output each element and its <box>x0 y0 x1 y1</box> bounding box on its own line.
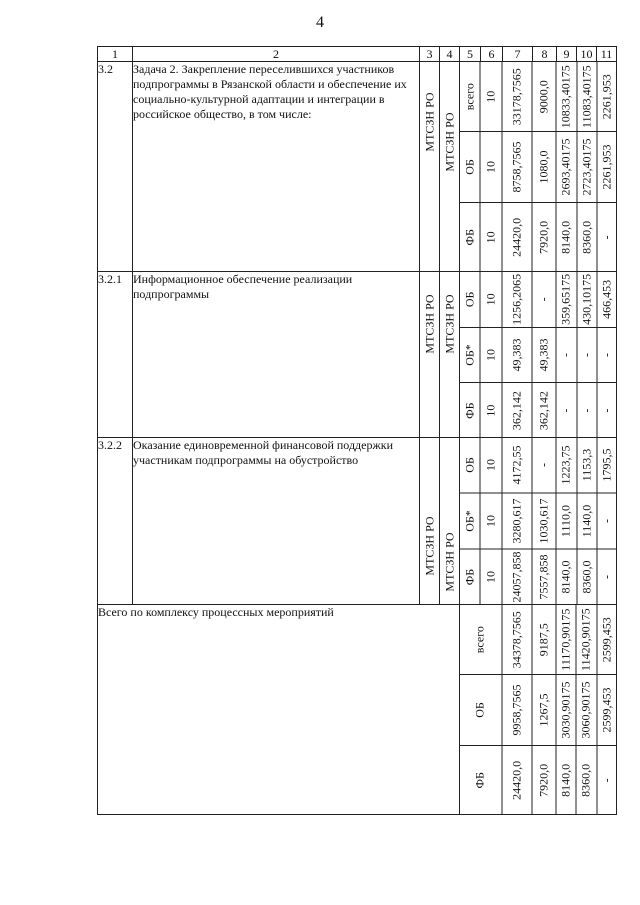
funding-code: 10 <box>481 62 503 131</box>
funding-source-label: всего <box>460 62 481 131</box>
executor-col4 <box>440 62 460 272</box>
funding-value: 9958,7565 <box>502 675 532 744</box>
funding-value: 1140,0 <box>577 494 597 549</box>
funding-value: 2693,40175 <box>557 132 577 201</box>
table-row <box>98 272 617 438</box>
funding-value: - <box>599 519 614 523</box>
funding-value: - <box>533 438 557 493</box>
funding-value: - <box>599 234 614 239</box>
executor-label: МТСЗН РО <box>422 516 436 576</box>
funding-code: 10 <box>481 132 503 201</box>
funding-source-label: ФБ <box>460 550 481 605</box>
funding-value: 362,142 <box>533 383 557 438</box>
executor-col4 <box>440 438 460 605</box>
page-number: 4 <box>316 14 324 31</box>
funding-value: 2599,453 <box>599 687 614 733</box>
executor-col3 <box>420 62 440 272</box>
funding-value: 7920,0 <box>533 202 557 271</box>
funding-value: 11083,40175 <box>577 62 597 131</box>
funding-value: - <box>577 327 597 382</box>
funding-value: 1223,75 <box>557 438 577 493</box>
funding-value: 8140,0 <box>557 550 577 605</box>
funding-source-label: ОБ <box>460 132 481 201</box>
funding-value: 33178,7565 <box>503 62 533 131</box>
funding-grid <box>460 438 617 605</box>
executor-label: МТСЗН РО <box>422 92 436 152</box>
executor-col3 <box>420 438 440 605</box>
funding-block <box>460 272 617 438</box>
funding-code: 10 <box>481 494 503 549</box>
funding-code: 10 <box>481 383 503 438</box>
funding-value: - <box>557 327 577 382</box>
funding-grid <box>460 605 617 815</box>
funding-column <box>460 132 617 202</box>
funding-column <box>460 745 617 814</box>
funding-grid <box>460 272 617 438</box>
funding-value: 8140,0 <box>556 745 576 814</box>
funding-column <box>460 494 617 550</box>
row-description: Оказание единовременной финансовой поддержки участникам подпрограммы на обустройство <box>133 438 420 605</box>
funding-value: 11420,90175 <box>577 605 597 674</box>
funding-source-label: ОБ <box>460 438 481 493</box>
funding-source-label: ФБ <box>460 202 481 271</box>
funding-value: 2261,953 <box>599 73 614 119</box>
funding-column <box>460 605 617 675</box>
funding-source-label: ОБ <box>460 675 503 744</box>
funding-source-label: ОБ <box>460 271 481 326</box>
col-header-8: 8 <box>533 47 557 62</box>
col-header-7: 7 <box>503 47 533 62</box>
funding-value: 1256,2065 <box>503 271 533 326</box>
executor-col3 <box>420 272 440 438</box>
funding-value: 8360,0 <box>577 745 597 814</box>
funding-value: 8758,7565 <box>503 132 533 201</box>
funding-value: 2723,40175 <box>577 132 597 201</box>
funding-column <box>460 62 617 132</box>
funding-value: 359,65175 <box>557 271 577 326</box>
funding-value: 1080,0 <box>533 132 557 201</box>
funding-value: 2261,953 <box>599 144 614 190</box>
funding-value: - <box>599 408 614 413</box>
col-header-6: 6 <box>481 47 503 62</box>
funding-value: 1267,5 <box>532 675 556 744</box>
funding-column <box>460 383 617 438</box>
funding-value: 1030,617 <box>533 494 557 549</box>
row-description: Задача 2. Закрепление переселившихся участников подпрограммы в Рязанской области и обеспечение их социально-культурной адаптации и интеграции в российское общество, в том числе: <box>133 62 420 272</box>
funding-code: 10 <box>481 550 503 605</box>
funding-code: 10 <box>481 271 503 326</box>
funding-column <box>460 438 617 494</box>
funding-code: 10 <box>481 202 503 271</box>
funding-value: 8140,0 <box>557 202 577 271</box>
funding-value: 24420,0 <box>503 202 533 271</box>
funding-block <box>460 605 617 815</box>
funding-value: 2599,453 <box>599 616 614 662</box>
funding-value: 49,383 <box>533 327 557 382</box>
funding-source-label: ФБ <box>460 745 503 814</box>
col-header-9: 9 <box>557 47 577 62</box>
funding-value: 3280,617 <box>503 494 533 549</box>
funding-value: 4172,55 <box>503 438 533 493</box>
funding-grid <box>460 62 617 272</box>
funding-block <box>460 62 617 272</box>
funding-value: - <box>533 271 557 326</box>
funding-value: 3060,90175 <box>577 675 597 744</box>
row-description: Информационное обеспечение реализации подпрограммы <box>133 272 420 438</box>
funding-code: 10 <box>481 327 503 382</box>
col-header-10: 10 <box>577 47 597 62</box>
funding-column <box>460 202 617 271</box>
funding-value: 10833,40175 <box>557 62 577 131</box>
funding-value: 362,142 <box>503 383 533 438</box>
col-header-2: 2 <box>133 47 420 62</box>
funding-column <box>460 550 617 605</box>
funding-value: 11170,90175 <box>556 605 576 674</box>
funding-column <box>460 327 617 383</box>
funding-value: 24420,0 <box>502 745 532 814</box>
funding-value: 466,453 <box>599 279 614 319</box>
executor-label: МТСЗН РО <box>442 294 456 354</box>
col-header-5: 5 <box>460 47 481 62</box>
funding-source-label: ОБ* <box>460 494 481 549</box>
col-header-1: 1 <box>98 47 133 62</box>
col-header-4: 4 <box>440 47 460 62</box>
funding-column <box>460 271 617 327</box>
table-row <box>98 438 617 605</box>
funding-value: 3030,90175 <box>556 675 576 744</box>
funding-code: 10 <box>481 438 503 493</box>
funding-value: 49,383 <box>503 327 533 382</box>
executor-col4 <box>440 272 460 438</box>
funding-column <box>460 675 617 745</box>
table-row <box>98 62 617 272</box>
row-number: 3.2 <box>98 62 133 272</box>
funding-source-label: ФБ <box>460 383 481 438</box>
funding-value: 430,10175 <box>577 271 597 326</box>
funding-source-label: ОБ* <box>460 327 481 382</box>
funding-block <box>460 438 617 605</box>
col-header-3: 3 <box>420 47 440 62</box>
program-table <box>97 46 617 815</box>
funding-value: 24057,858 <box>503 550 533 605</box>
row-number: 3.2.2 <box>98 438 133 605</box>
funding-value: 9000,0 <box>533 62 557 131</box>
row-number: 3.2.1 <box>98 272 133 438</box>
funding-value: - <box>577 383 597 438</box>
funding-value: - <box>557 383 577 438</box>
funding-value: 8360,0 <box>577 202 597 271</box>
funding-value: 34378,7565 <box>502 605 532 674</box>
funding-value: 1110,0 <box>557 494 577 549</box>
funding-source-label: всего <box>460 605 503 674</box>
funding-value: 1153,3 <box>577 438 597 493</box>
funding-value: 7920,0 <box>532 745 556 814</box>
executor-label: МТСЗН РО <box>442 532 456 592</box>
funding-value: - <box>599 352 614 357</box>
funding-value: - <box>599 575 614 579</box>
table-row <box>98 605 617 815</box>
executor-label: МТСЗН РО <box>442 112 456 172</box>
total-description: Всего по комплексу процессных мероприятий <box>98 605 460 815</box>
funding-value: 7557,858 <box>533 550 557 605</box>
funding-value: 9187,5 <box>532 605 556 674</box>
funding-value: 1795,5 <box>599 448 614 482</box>
column-number-row <box>98 47 617 62</box>
executor-label: МТСЗН РО <box>422 294 436 354</box>
funding-value: 8360,0 <box>577 550 597 605</box>
col-header-11: 11 <box>597 47 617 62</box>
funding-value: - <box>599 777 614 782</box>
